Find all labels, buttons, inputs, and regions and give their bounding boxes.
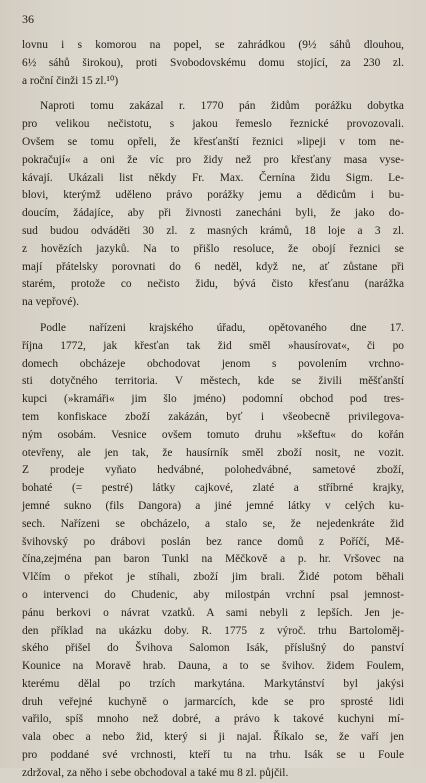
text-line: Naproti tomu zakázal r. 1770 pán židům porážku dobytka [40, 100, 404, 113]
text-line: kterému dělal po trzích markytána. Markytánství byl jakýsi [22, 677, 404, 690]
paragraph-gap [22, 312, 404, 320]
text-line: sti dotyčného territoria. V městech, kde se živili měšťanští [22, 375, 404, 388]
text-line: švihovský po drábovi poslán bez rance domů z Poříčí, Mě- [22, 535, 404, 548]
text-line: sud budou odváděti 30 zl. z masných krámů, 18 loje a 3 zl. [22, 224, 404, 237]
text-line: zdržoval, za něho i sebe obchodoval a také mu 8 zl. půjčil. [22, 766, 289, 779]
text-line: ského přišel do Švihova Salomon Isák, příslušný do panství [22, 642, 404, 655]
text-line: pánu berkovi o návrat vzatků. A sami nebyli z lepších. Jen je- [22, 606, 404, 619]
text-line: jemné sukno (fils Dangora) a jiné jemné látky v celých ku- [22, 499, 404, 512]
text-line: 6½ sáhů širokou), proti Svobodovskému domu stojící, za 230 zl. [22, 56, 404, 69]
text-line: starém, protože co nečisto židu, bývá čisto křesťanu (narážka [22, 278, 404, 291]
text-line: Kounice na Moravě hrab. Dauna, a to se švihov. židem Foulem, [22, 660, 404, 673]
text-line: čína,zejména pan baron Tunkl na Měčkově a p. hr. Vršovec na [22, 553, 404, 566]
text-line: Z prodeje vyňato hedvábné, polohedvábné, sametové zboží, [22, 464, 404, 477]
text-line: vala obec a nebo žid, který si ji najal. Říkalo se, že vaří jen [22, 731, 404, 744]
text-line: pro velikou nečistotu, s jakou řemeslo řeznické provozovali. [22, 118, 404, 131]
paragraph-gap [22, 90, 404, 98]
text-line: sech. Nařízeni se obcházelo, a stalo se, že nejedenkráte žid [22, 517, 404, 530]
text-line: Podle nařízeni krajského úřadu, opětovaného dne 17. [40, 321, 404, 334]
text-line: blovi, kterýmž uděleno právo porážky jemu a dědicům i bu- [22, 189, 404, 202]
text-line: lovnu i s komorou na popel, se zahrádkou (9½ sáhů dlouhou, [22, 39, 404, 51]
text-line: října 1772, jak křesťan tak žid směl »hausírovat«, či po [22, 339, 404, 352]
text-line: o intervenci do Chudenic, aby milostpán vrchní psal jemnost- [22, 588, 404, 601]
text-line: doucím, žádajíce, aby při živnosti zanecháni byli, že jako do- [22, 207, 404, 220]
text-line: ným osobám. Vesnice ovšem tomuto druhu »kšeftu« do kořán [22, 428, 404, 441]
text-line: a roční činži 15 zl.¹⁰) [22, 74, 119, 87]
text-line: otevřeny, ale jen tak, že hausírník směl zboží nosit, ne vozit. [22, 446, 404, 459]
paragraph [22, 37, 404, 90]
text-line: pro poddané své vrchnosti, kteří tu na trhu. Isák se u Foule [22, 749, 404, 762]
text-line: pokračují« a oni že víc pro židy než pro křesťany masa vyse- [22, 153, 404, 166]
text-line: kupci (»kramáři« jim šlo jméno) podomní obchod pod tres- [22, 393, 404, 406]
text-line: z hovězích jazyků. Na to přišlo resoluce, že obojí řeznici se [22, 242, 404, 255]
body-text [22, 37, 404, 783]
text-line: mají přátelsky porovnati do 6 neděl, když ne, ať zůstane při [22, 260, 404, 273]
text-line: den příklad na ukázku doby. R. 1775 z výroč. trhu Bartoloměj- [22, 624, 404, 637]
text-line: tem konfiskace zboží zakázán, byť i všeobecně privilegova- [22, 410, 404, 423]
text-line: domech obcházeje obchodovat jenom s povolením vrchno- [22, 357, 404, 370]
page-number: 36 [22, 12, 34, 26]
text-line: Vlčím o překot je stíhali, zboží jim brali. Židé potom běhali [22, 571, 404, 584]
text-line: druh veřejné kuchyně o jarmarcích, kde se pro sprosté lidi [22, 695, 404, 708]
text-line: Ovšem se tomu opřeli, že křesťanští řeznici »lipeji v tom ne- [22, 135, 404, 148]
paragraph [22, 320, 404, 783]
paragraph [22, 98, 404, 312]
text-line: vařilo, spíš mnoho než dobré, a právo k takové kuchyni mí- [22, 713, 404, 726]
text-line: na vepřové). [22, 296, 79, 309]
text-line: bohaté (= pestré) látky cajkové, zlaté a stříbrné krajky, [22, 482, 404, 495]
text-line: kávají. Ukázali list někdy Fr. Max. Černína židu Sigm. Le- [22, 171, 404, 184]
